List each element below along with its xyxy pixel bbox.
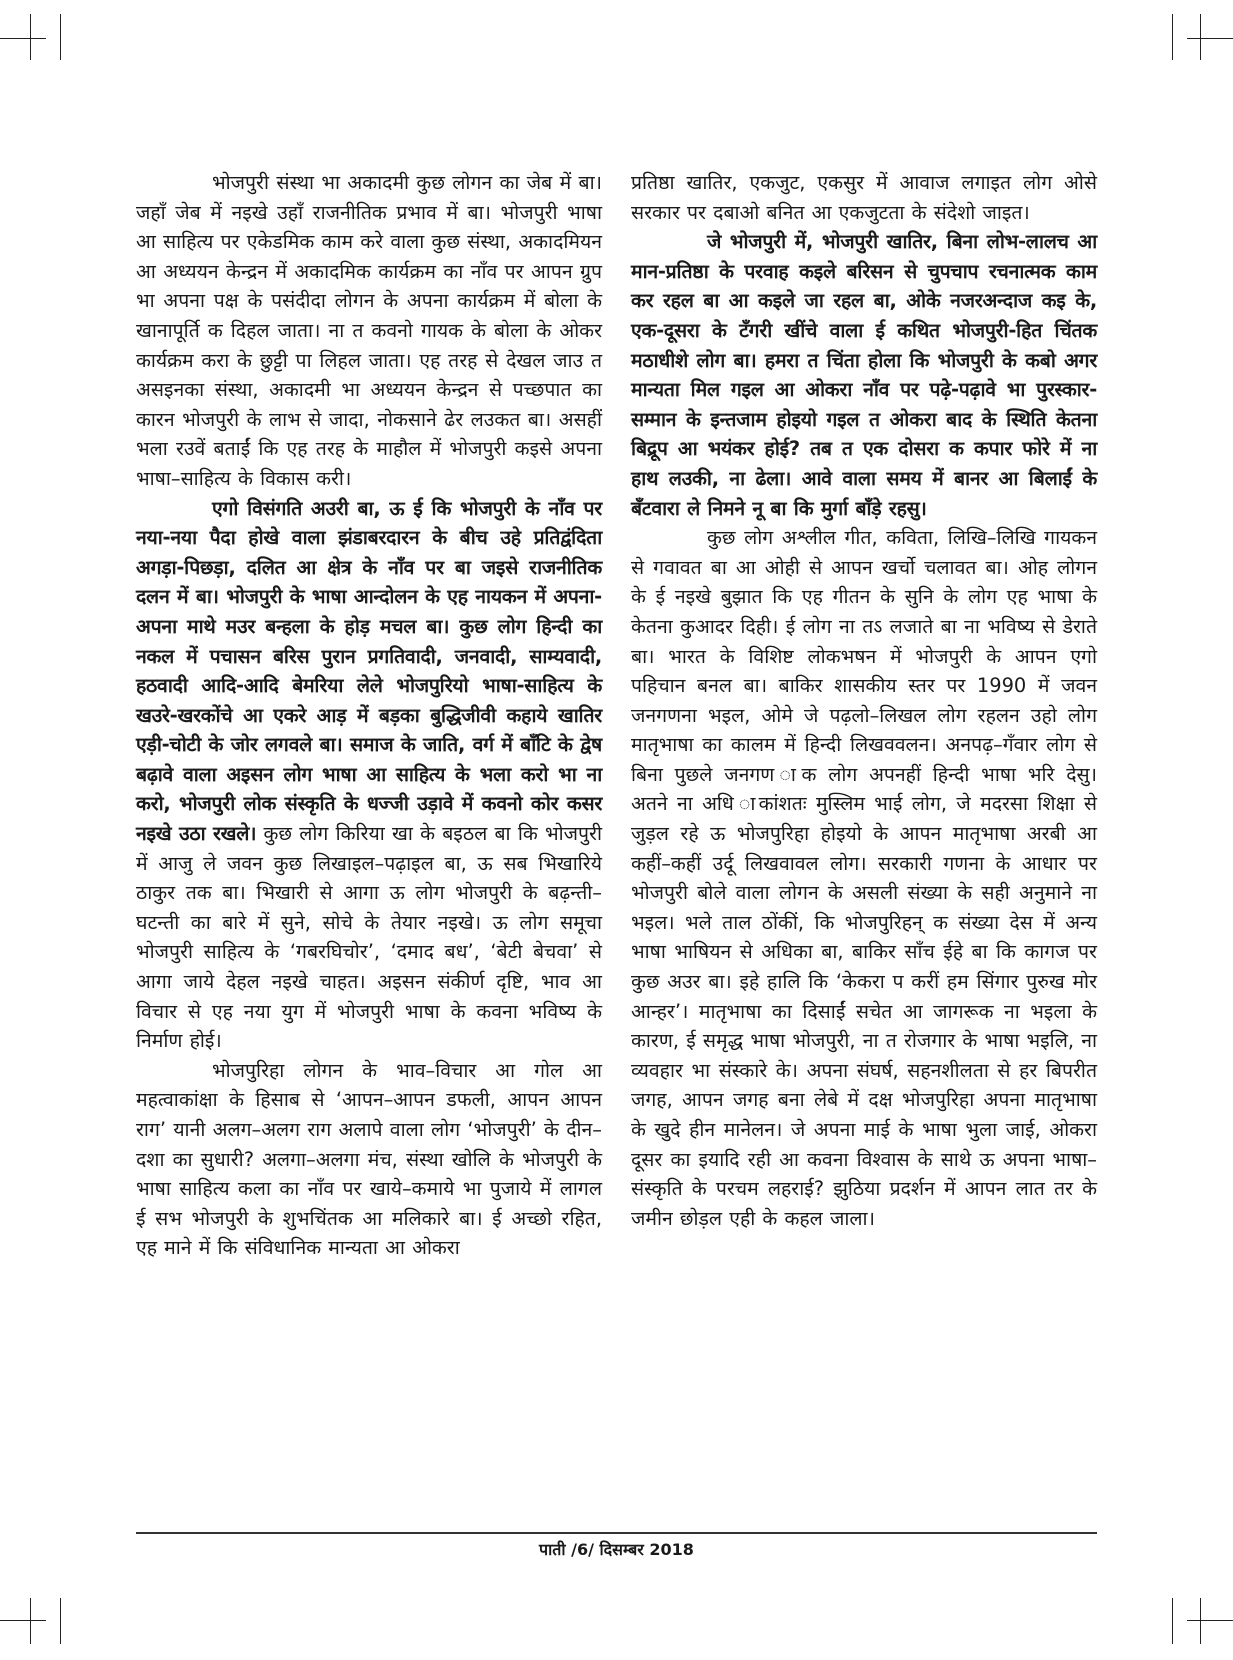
paragraph: भोजपुरिहा लोगन के भाव–विचार आ गोल आ महत्वाकांक्षा के हिसाब से ‘आपन–आपन डफली, आपन आपन राग’ यानी अलग–अलग राग अलापे वाला लोग ‘भोजपुरी’ के दीन–दशा का सुधारी? अलगा–अलगा मंच, संस्था खोलि के भोजपुरी के भाषा साहित्य कला का नाँव पर खाये–कमाये भा पुजाये में लागल ई सभ भोजपुरी के शुभचिंतक आ मलिकारे बा। ई अच्छो रहित, एह माने में कि संविधानिक मान्यता आ ओकरा [136, 1058, 602, 1260]
paragraph: भोजपुरी संस्था भा अकादमी कुछ लोगन का जेब में बा। जहाँ जेब में नइखे उहाँ राजनीतिक प्रभाव में बा। भोजपुरी भाषा आ साहित्य पर एकेडमिक काम करे वाला कुछ संस्था, अकादमियन आ अध्ययन केन्द्रन में अकादमिक कार्यक्रम का नाँव पर आपन ग्रुप भा अपना पक्ष के पसंदीदा लोगन के अपना कार्यक्रम में बोला के खानापूर्ति क दिहल जाता। ना त कवनो गायक के बोला के ओकर कार्यक्रम करा के छुट्टी पा लिहल जाता। एह तरह से देखल जाउ त असइनका संस्था, अकादमी भा अध्ययन केन्द्रन से पच्छपात का कारन भोजपुरी के लाभ से जादा, नोकसाने ढेर लउकत बा। असहीं भला रउवें बताईं कि एह तरह के माहौल में भोजपुरी कइसे अपना भाषा–साहित्य के विकास करी। [136, 171, 602, 490]
crop-mark-top-right-outer [1200, 14, 1201, 60]
crop-mark-top-right-horizontal [1187, 38, 1233, 39]
crop-mark-top-left-outer [30, 14, 31, 60]
right-text-column [631, 168, 1097, 1233]
crop-mark-bottom-left-horizontal [0, 1620, 46, 1621]
left-text-column [136, 168, 602, 1263]
paragraph-text: कुछ लोग किरिया खा के बइठल बा कि भोजपुरी में आजु ले जवन कुछ लिखाइल–पढ़ाइल बा, ऊ सब भिखारिये ठाकुर तक बा। भिखारी से आगा ऊ लोग भोजपुरी के बढ़न्ती–घटन्ती का बारे में सुने, सोचे के तेयार नइखे। ऊ लोग समूचा भोजपुरी साहित्य के ‘गबरघिचोर’, ‘दमाद बध’, ‘बेटी बेचवा’ से आगा जाये देहल नइखे चाहत। अइसन संकीर्ण दृष्टि, भाव आ विचार से एह नया युग में भोजपुरी भाषा के कवना भविष्य के निर्माण होई। [136, 822, 602, 1053]
bold-paragraph: जे भोजपुरी में, भोजपुरी खातिर, बिना लोभ-लालच आ मान-प्रतिष्ठा के परवाह कइले बरिसन से चुपचाप रचनात्मक काम कर रहल बा आ कइले जा रहल बा, ओके नजरअन्दाज कइ के, एक-दूसरा के टँगरी खींचे वाला ई कथित भोजपुरी-हित चिंतक मठाधीशे लोग बा। हमरा त चिंता होला कि भोजपुरी के कबो अगर मान्यता मिल गइल आ ओकरा नाँव पर पढ़े-पढ़ावे भा पुरस्कार-सम्मान के इन्तजाम होइयो गइल त ओकरा बाद के स्थिति केतना बिद्रूप आ भयंकर होई? तब त एक दोसरा क कपार फोरे में ना हाथ लउकी, ना ढेला। आवे वाला समय में बानर आ बिलाईं के बँटवारा ले निमने नू बा कि मुर्गा बाँड़े रहसु। [631, 230, 1097, 520]
crop-mark-top-left-inner [60, 14, 61, 60]
paragraph [136, 494, 602, 1056]
crop-mark-bottom-left-inner [60, 1598, 61, 1644]
crop-mark-bottom-right-outer [1200, 1598, 1201, 1644]
crop-mark-top-right-inner [1172, 14, 1173, 60]
paragraph: प्रतिष्ठा खातिर, एकजुट, एकसुर में आवाज लगाइत लोग ओसे सरकार पर दबाओ बनित आ एकजुटता के संदेशो जाइत। [631, 171, 1097, 224]
crop-mark-bottom-right-horizontal [1187, 1620, 1233, 1621]
bold-text: एगो विसंगति अउरी बा, ऊ ई कि भोजपुरी के नाँव पर नया-नया पैदा होखे वाला झंडाबरदारन के बीच उहे प्रतिद्वंदिता अगड़ा-पिछड़ा, दलित आ क्षेत्र के नाँव पर बा जइसे राजनीतिक दलन में बा। भोजपुरी के भाषा आन्दोलन के एह नायकन में अपना-अपना माथे मउर बन्हला के होड़ मचल बा। कुछ लोग हिन्दी का नकल में पचासन बरिस पुरान प्रगतिवादी, जनवादी, साम्यवादी, हठवादी आदि-आदि बेमरिया लेले भोजपुरियो भाषा-साहित्य के खउरे-खरकोंचे आ एकरे आड़ में बड़का बुद्धिजीवी कहाये खातिर एड़ी-चोटी के जोर लगवले बा। समाज के जाति, वर्ग में बाँटि के द्वेष बढ़ावे वाला अइसन लोग भाषा आ साहित्य के भला करो भा ना करो, भोजपुरी लोक संस्कृति के धज्जी उड़ावे में कवनो कोर कसर नइखे उठा रखले। [136, 496, 603, 846]
crop-mark-top-left-horizontal [0, 38, 46, 39]
page-footer: पाती /6/ दिसम्बर 2018 [539, 1540, 694, 1559]
paragraph: कुछ लोग अश्लील गीत, कविता, लिखि–लिखि गायकन से गवावत बा आ ओही से आपन खर्चो चलावत बा। ओह लोगन के ई नइखे बुझात कि एह गीतन के सुनि के लोग एह भाषा के केतना कुआदर दिही। ई लोग ना तऽ लजाते बा ना भविष्य से डेराते बा। भारत के विशिष्ट लोकभषन में भोजपुरी के आपन एगो पहिचान बनल बा। बाकिर शासकीय स्तर पर 1990 में जवन जनगणना भइल, ओमे जे पढ़लो–लिखल लोग रहलन उहो लोग मातृभाषा का कालम में हिन्दी लिखववलन। अनपढ़–गँवार लोग से बिना पुछले जनगण ाक लोग अपनहीं हिन्दी भाषा भरि देसु। अतने ना अधि ाकांशतः मुस्लिम भाई लोग, जे मदरसा शिक्षा से जुड़ल रहे ऊ भोजपुरिहा होइयो के आपन मातृभाषा अरबी आ कहीं–कहीं उर्दू लिखवावल लोग। सरकारी गणना के आधार पर भोजपुरी बोले वाला लोगन के असली संख्या के सही अनुमाने ना भइल। भले ताल ठोंकीं, कि भोजपुरिहन् क संख्या देस में अन्य भाषा भाषियन से अधिका बा, बाकिर साँच ईहे बा कि कागज पर कुछ अउर बा। इहे हालि कि ‘केकरा प करीं हम सिंगार पुरुख मोर आन्हर’। मातृभाषा का दिसाईं सचेत आ जागरूक ना भइला के कारण, ई समृद्ध भाषा भोजपुरी, ना त रोजगार के भाषा भइलि, ना व्यवहार भा संस्कारे के। अपना संघर्ष, सहनशीलता से हर बिपरीत जगह, आपन जगह बना लेबे में दक्ष भोजपुरिहा अपना मातृभाषा के खुदे हीन मानेलन। जे अपना माई के भाषा भुला जाई, ओकरा दूसर का इयादि रही आ कवना विश्वास के साथे ऊ अपना भाषा–संस्कृति के परचम लहराई? झुठिया प्रदर्शन में आपन लात तर के जमीन छोड़ल एही के कहल जाला। [631, 526, 1097, 1230]
footer-rule [136, 1532, 1097, 1534]
crop-mark-bottom-left-outer [30, 1598, 31, 1644]
crop-mark-bottom-right-inner [1172, 1598, 1173, 1644]
